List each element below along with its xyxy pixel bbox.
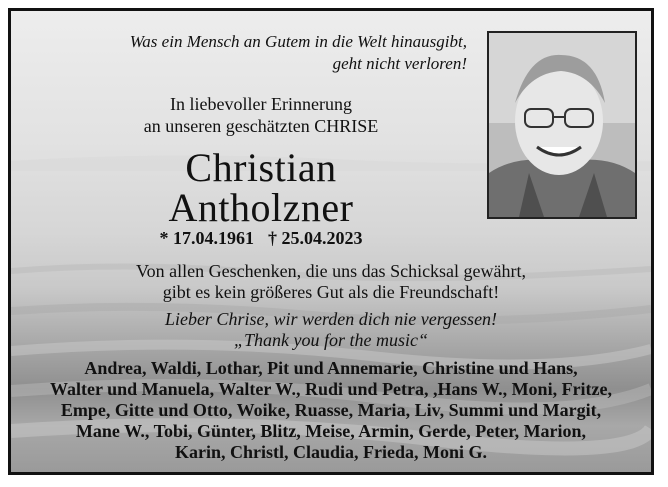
last-name: Antholzner — [168, 185, 354, 230]
motto-line-1: Was ein Mensch an Gutem in die Welt hinausgibt, — [129, 32, 467, 51]
mourners-list — [21, 358, 641, 463]
verse-line-1: Von allen Geschenken, die uns das Schicksal gewährt, — [135, 261, 527, 281]
mourners-line: Mane W., Tobi, Günter, Blitz, Meise, Armin, Gerde, Peter, Marion, — [75, 421, 587, 441]
memory-line-1: In liebevoller Erinnerung — [170, 94, 352, 114]
memory-dedication — [131, 93, 391, 137]
motto-line-2: geht nicht verloren! — [332, 54, 467, 73]
mourners-line: Walter und Manuela, Walter W., Rudi und Petra, ,Hans W., Moni, Fritze, — [49, 379, 613, 399]
friendship-verse — [51, 261, 611, 303]
death-date: † 25.04.2023 — [268, 228, 363, 248]
life-dates — [131, 227, 391, 249]
obituary-card — [8, 8, 654, 475]
birth-date: * 17.04.1961 — [159, 228, 254, 248]
mourners-line: Andrea, Waldi, Lothar, Pit und Annemarie, Christine und Hans, — [84, 358, 578, 378]
farewell-message — [51, 309, 611, 351]
motto-quote — [130, 31, 467, 75]
farewell-line-1: Lieber Chrise, wir werden dich nie vergessen! — [164, 309, 498, 329]
farewell-line-2: „Thank you for the music“ — [233, 330, 428, 350]
memory-line-2: an unseren geschätzten CHRISE — [143, 116, 379, 136]
first-name: Christian — [185, 145, 337, 190]
mourners-line: Empe, Gitte und Otto, Woike, Ruasse, Maria, Liv, Summi und Margit, — [60, 400, 602, 420]
portrait-image — [489, 33, 635, 217]
verse-line-2: gibt es kein größeres Gut als die Freundschaft! — [162, 282, 500, 302]
portrait-photo — [487, 31, 637, 219]
mourners-line: Karin, Christl, Claudia, Frieda, Moni G. — [174, 442, 487, 462]
